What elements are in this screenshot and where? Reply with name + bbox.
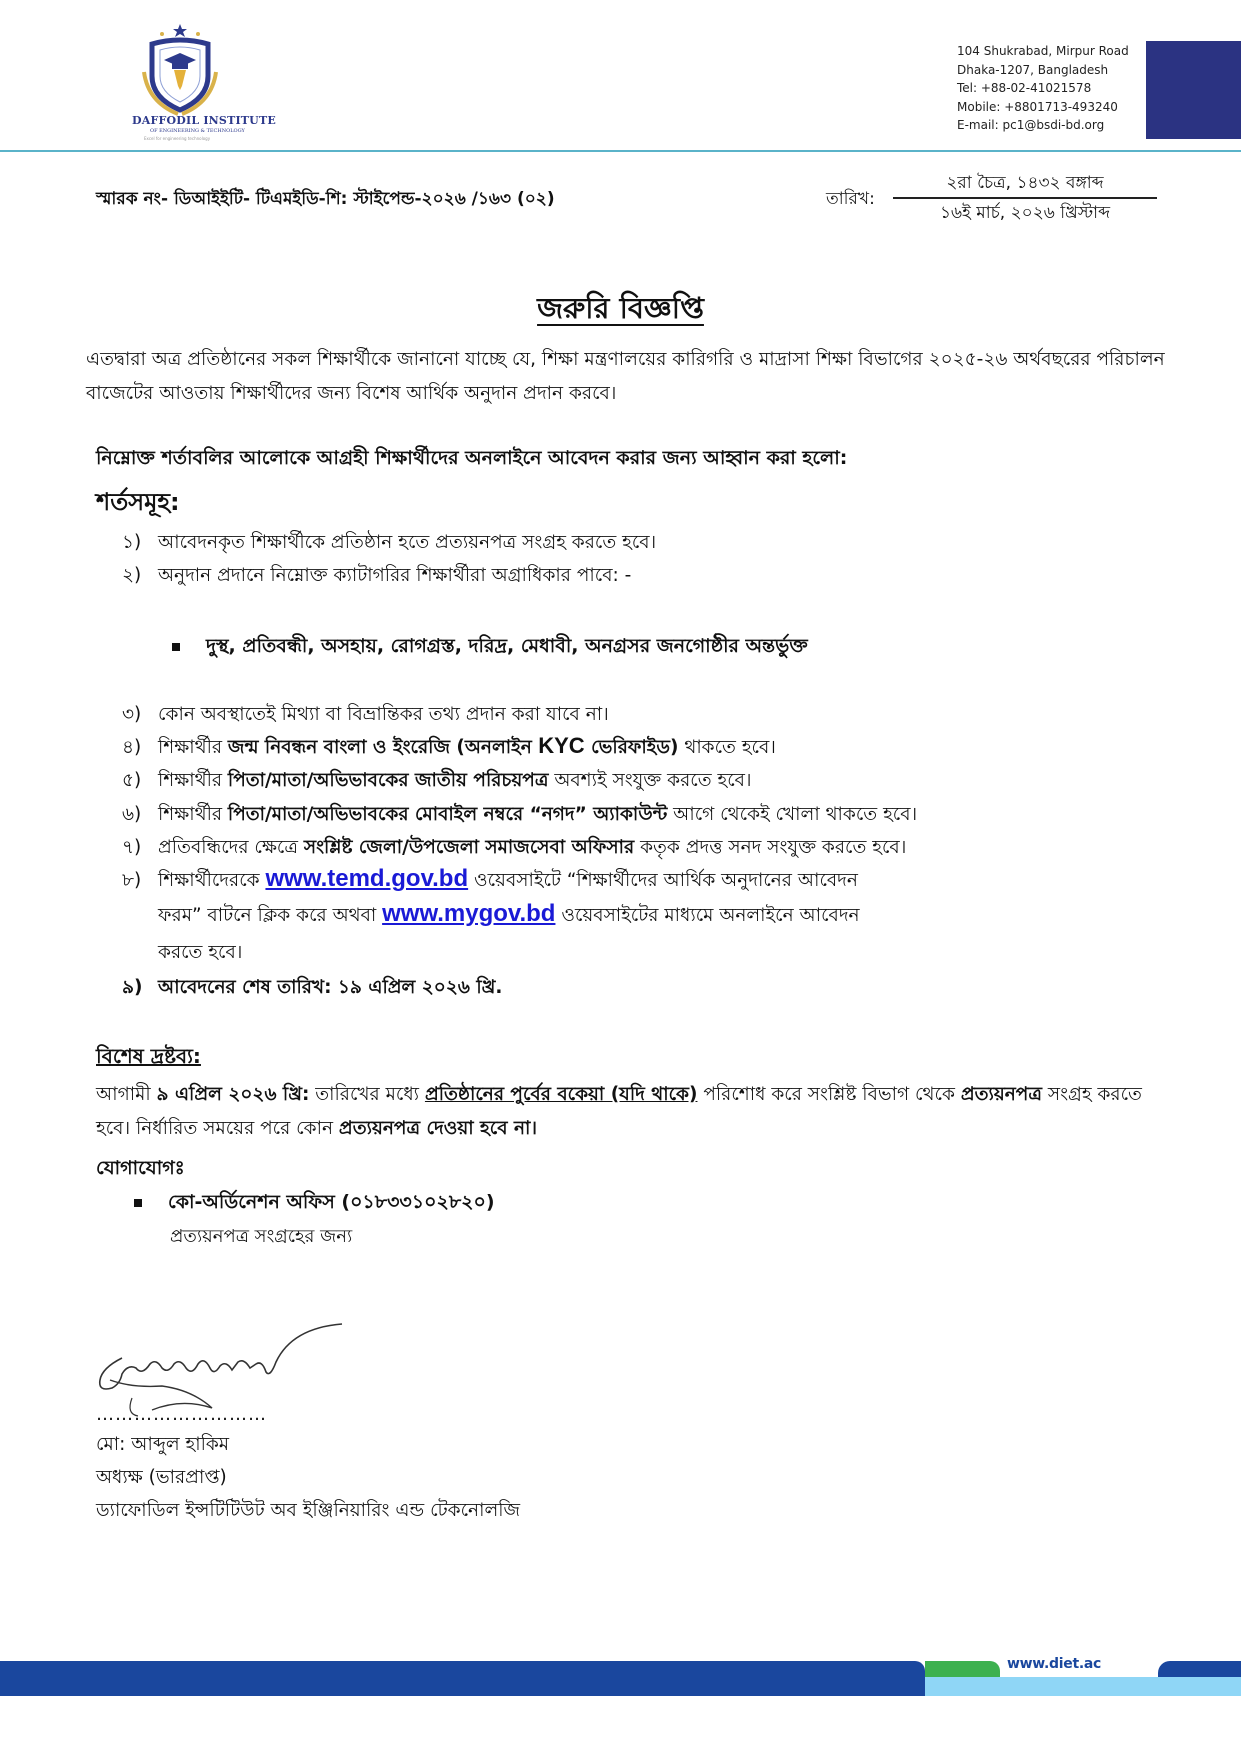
notice-title [0, 286, 1241, 335]
signature-dotted-line: ……………………… [96, 1404, 267, 1425]
intro-paragraph: এতদ্বারা অত্র প্রতিষ্ঠানের সকল শিক্ষার্থীকে জানানো যাচ্ছে যে, শিক্ষা মন্ত্রণালয়ের কারিগরি ও মাদ্রাসা শিক্ষা বিভাগের ২০২৫-২৬ অর্থবছরের পরিচালন বাজেটের আওতায় শিক্ষার্থীদের জন্য বিশেষ আর্থিক অনুদান প্রদান করবে। [86, 349, 1165, 404]
condition-item-5 [122, 766, 752, 797]
condition-item-3 [122, 700, 609, 731]
condition-number: ৮) [122, 870, 142, 891]
coordination-office-text: কো-অর্ডিনেশন অফিস (০১৮৩৩১০২৮২০) [168, 1191, 495, 1213]
condition-number: ৬) [122, 804, 142, 825]
footer-website[interactable]: www.diet.ac [1007, 1656, 1101, 1672]
condition-text: ওয়েবসাইটে “শিক্ষার্থীদের আর্থিক অনুদানের আবেদন [468, 870, 858, 891]
condition-text: করতে হবে। [158, 942, 243, 963]
note-text: পরিশোধ করে সংশ্লিষ্ট বিভাগ থেকে [697, 1084, 961, 1105]
signatory-designation: অধ্যক্ষ (ভারপ্রাপ্ত) [96, 1467, 227, 1488]
condition-text: শিক্ষার্থীর [158, 770, 228, 791]
priority-categories-bullet [172, 632, 808, 664]
condition-number: ৯) [122, 977, 143, 998]
square-bullet-icon [134, 1199, 142, 1207]
contact-mobile: Mobile: +8801713-493240 [957, 99, 1118, 114]
priority-categories-text: দুস্থ, প্রতিবন্ধী, অসহায়, রোগগ্রস্ত, দরিদ্র, মেধাবী, অনগ্রসর জনগোষ্ঠীর অন্তর্ভুক্ত [206, 635, 808, 657]
memo-reference: স্মারক নং- ডিআইইটি- টিএমইডি-শি: স্টাইপেন্ড-২০২৬ /১৬৩ (০২) [96, 189, 555, 209]
condition-item-7 [122, 833, 906, 864]
condition-item-6 [122, 800, 917, 831]
special-note-heading: বিশেষ দ্রষ্টব্য: [96, 1044, 201, 1068]
note-dues: প্রতিষ্ঠানের পুর্বের বকেয়া (যদি থাকে) [424, 1084, 698, 1105]
condition-text: থাকতে হবে। [678, 737, 776, 758]
note-warning: প্রত্যয়নপত্র দেওয়া হবে না। [338, 1118, 537, 1139]
footer-right-tab [1158, 1661, 1241, 1677]
condition-number: ২) [122, 565, 142, 586]
notice-title-text: জরুরি বিজ্ঞপ্তি [537, 291, 704, 325]
logo-tagline: Excel for engineering technology [144, 136, 211, 141]
note-certificate: প্রত্যয়নপত্র [960, 1084, 1042, 1105]
condition-text: শিক্ষার্থীদেরকে [158, 870, 266, 891]
contact-heading: যোগাযোগঃ [96, 1157, 185, 1179]
condition-bold: জন্ম নিবন্ধন বাংলা ও ইংরেজি (অনলাইন [227, 737, 539, 758]
contact-address-line1: 104 Shukrabad, Mirpur Road [957, 44, 1129, 58]
note-date: ৯ এপ্রিল ২০২৬ খ্রি: [156, 1084, 310, 1105]
footer-light-band [925, 1677, 1241, 1696]
contact-tel: Tel: +88-02-41021578 [957, 81, 1092, 95]
condition-bold: সংশ্লিষ্ট জেলা/উপজেলা সমাজসেবা অফিসার [303, 837, 635, 858]
note-text: সংগ্রহ করতে হবে। নির্ধারিত সময়ের পরে কোন [96, 1084, 1142, 1139]
conditions-heading: শর্তসমূহ: [96, 488, 180, 516]
condition-number: ১) [122, 532, 142, 553]
condition-text: শিক্ষার্থীর [158, 737, 228, 758]
signatory-institution: ড্যাফোডিল ইন্সটিটিউট অব ইঞ্জিনিয়ারিং এন্ড টেকনোলজি [96, 1500, 521, 1521]
special-note-paragraph [96, 1078, 1176, 1146]
condition-item-4 [122, 733, 776, 764]
footer-band [0, 1661, 925, 1696]
coordination-office-purpose: প্রত্যয়নপত্র সংগ্রহের জন্য [170, 1226, 353, 1247]
condition-item-8 [122, 865, 858, 897]
deadline-text: আবেদনের শেষ তারিখ: ১৯ এপ্রিল ২০২৬ খ্রি. [158, 977, 503, 998]
condition-number: ৩) [122, 704, 142, 725]
condition-item-9 [122, 973, 502, 1004]
condition-bold: পিতা/মাতা/অভিভাবকের জাতীয় পরিচয়পত্র [227, 770, 549, 791]
condition-text: ফরম” বাটনে ক্লিক করে অথবা [158, 905, 383, 926]
condition-item-2 [122, 561, 631, 592]
condition-text: কতৃক প্রদত্ত সনদ সংযুক্ত করতে হবে। [634, 837, 907, 858]
condition-text: প্রতিবন্ধিদের ক্ষেত্রে [158, 837, 304, 858]
mygov-website-link[interactable]: www.mygov.bd [382, 900, 556, 927]
temd-website-link[interactable]: www.temd.gov.bd [265, 865, 469, 892]
contact-address-line2: Dhaka-1207, Bangladesh [957, 62, 1109, 77]
invitation-text: নিম্নোক্ত শর্তাবলির আলোকে আগ্রহী শিক্ষার্থীদের অনলাইনে আবেদন করার জন্য আহ্বান করা হলো: [96, 447, 848, 469]
condition-text: ওয়েবসাইটের মাধ্যমে অনলাইনে আবেদন [555, 905, 860, 926]
square-bullet-icon [172, 643, 180, 651]
header-divider [0, 150, 1241, 152]
contact-email: E-mail: pc1@bsdi-bd.org [957, 118, 1105, 132]
condition-bold: পিতা/মাতা/অভিভাবকের মোবাইল নম্বরে “নগদ” অ্যাকাউন্ট [227, 804, 668, 825]
footer-green-tab [925, 1661, 1000, 1677]
date-label: তারিখ: [826, 189, 875, 209]
date-bangla: ২রা চৈত্র, ১৪৩২ বঙ্গাব্দ [946, 173, 1104, 193]
coordination-office [134, 1188, 495, 1220]
logo-name: DAFFODIL INSTITUTE [132, 114, 276, 127]
shield-emblem-icon [138, 22, 222, 120]
condition-text: অনুদান প্রদানে নিম্নোক্ত ক্যাটাগরির শিক্ষার্থীরা অগ্রাধিকার পাবে: - [158, 565, 632, 586]
condition-text: আবেদনকৃত শিক্ষার্থীকে প্রতিষ্ঠান হতে প্রত্যয়নপত্র সংগ্রহ করতে হবে। [158, 532, 657, 553]
logo-subtitle: OF ENGINEERING & TECHNOLOGY [150, 128, 245, 134]
date-gregorian: ১৬ই মার্চ, ২০২৬ খ্রিস্টাব্দ [939, 203, 1111, 223]
condition-number: ৪) [122, 737, 142, 758]
condition-text: অবশ্যই সংযুক্ত করতে হবে। [548, 770, 752, 791]
contact-block [957, 42, 1129, 135]
condition-text: শিক্ষার্থীর [158, 804, 228, 825]
kyc-text: KYC [538, 733, 585, 758]
signatory-name: মো: আব্দুল হাকিম [96, 1434, 230, 1455]
condition-number: ৭) [122, 837, 142, 858]
condition-text: আগে থেকেই খোলা থাকতে হবে। [667, 804, 918, 825]
condition-item-1 [122, 528, 656, 559]
condition-number: ৫) [122, 770, 142, 791]
date-divider [893, 197, 1157, 199]
note-text: তারিখের মধ্যে [309, 1084, 425, 1105]
condition-item-8-line3 [158, 938, 242, 969]
note-text: আগামী [96, 1084, 157, 1105]
header-accent-block [1146, 41, 1241, 139]
institute-logo [132, 22, 276, 141]
condition-bold: ভেরিফাইড) [584, 737, 679, 758]
condition-text: কোন অবস্থাতেই মিথ্যা বা বিভ্রান্তিকর তথ্য প্রদান করা যাবে না। [158, 704, 609, 725]
condition-item-8-line2 [158, 900, 860, 932]
